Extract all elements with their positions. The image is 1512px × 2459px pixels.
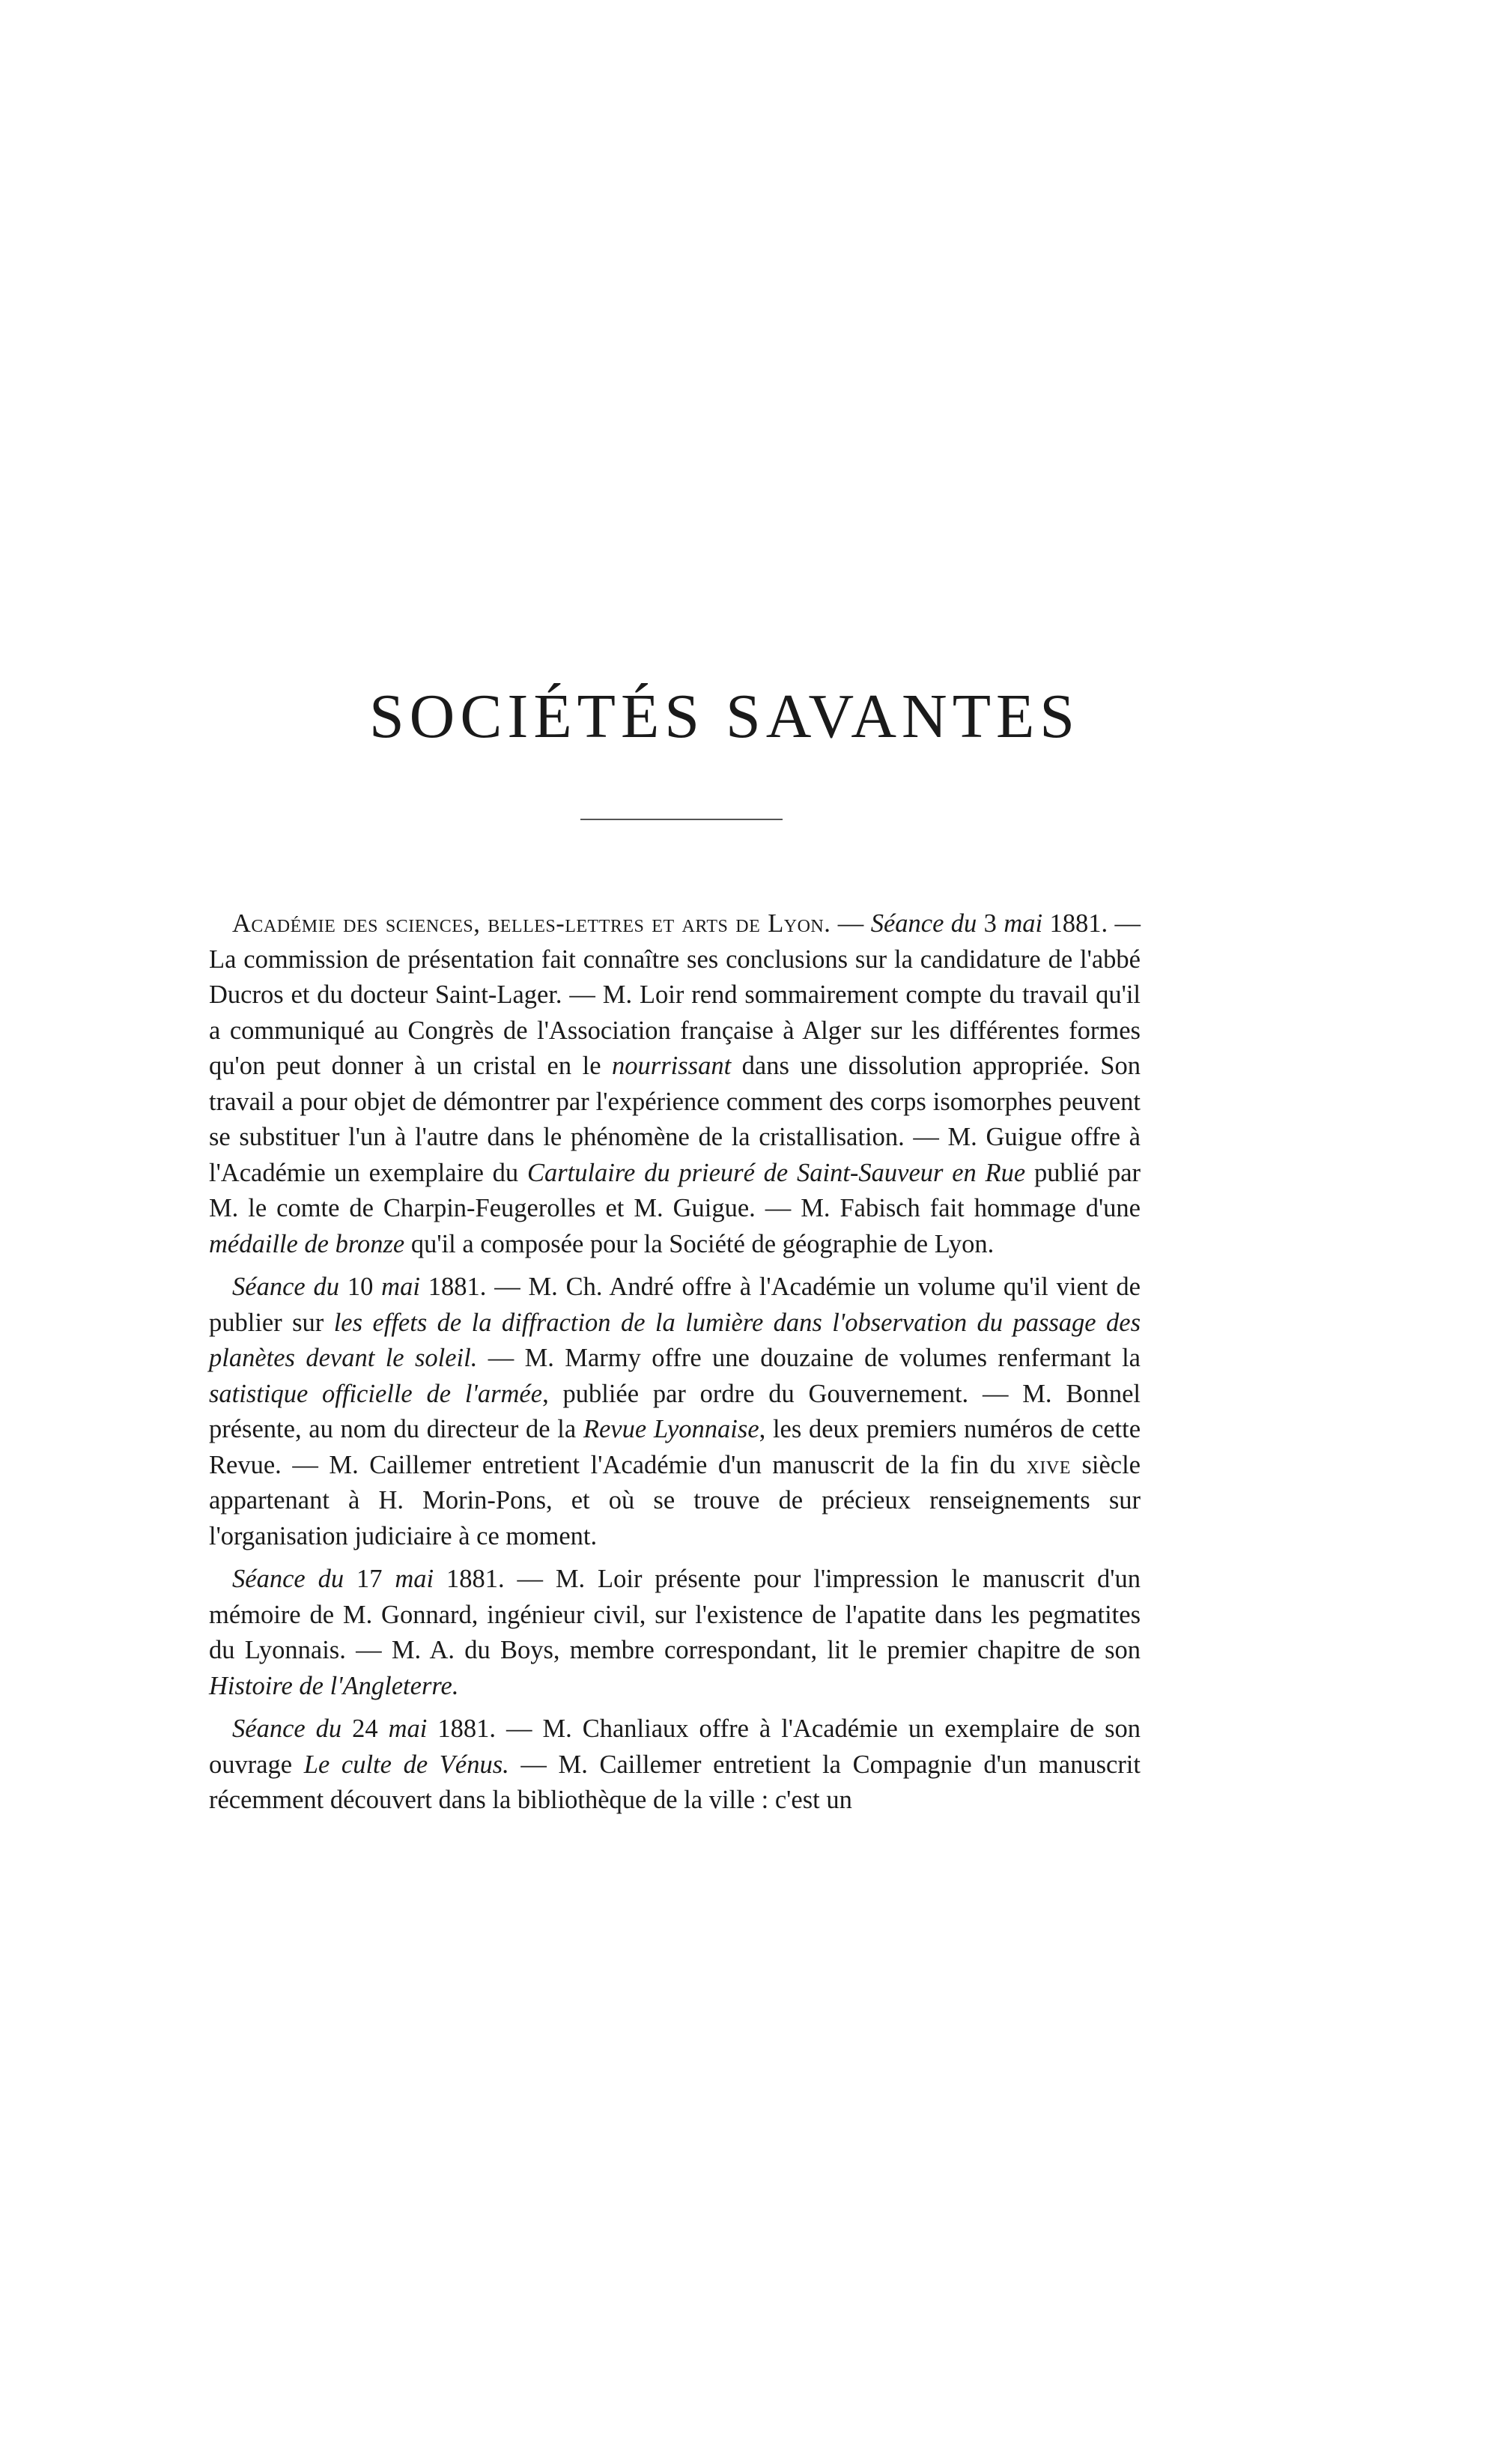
text-run: xive xyxy=(1026,1450,1071,1479)
text-run: Le culte de Vénus. xyxy=(303,1750,509,1779)
text-run: , les deux premiers numéros de cette Revue. — M. Caillemer entretient l'Académie d'un manuscrit de la fin du xyxy=(209,1415,1141,1479)
text-run: Séance du xyxy=(232,1273,340,1301)
text-run: Séance du xyxy=(232,1565,344,1593)
text-run: 3 xyxy=(977,909,1004,938)
text-run: Cartulaire du prieuré de Saint-Sauveur en Rue xyxy=(526,1158,1026,1187)
text-run: dans une dissolution appropriée. Son travail a pour objet de démontrer par l'expérience comment des corps isomorphes peuvent se substituer l'un à l'autre dans le phénomène de la cristallisation. — M. Guigue offre à l'Académie un exemplaire du xyxy=(209,1052,1141,1187)
text-run: Histoire de l'Angleterre. xyxy=(209,1671,459,1700)
paragraph-seance-10-mai xyxy=(209,1270,1141,1554)
paragraph-seance-3-mai xyxy=(209,906,1141,1262)
paragraph-seance-24-mai xyxy=(209,1711,1141,1819)
text-run: — xyxy=(831,909,871,938)
text-run: 17 xyxy=(344,1565,395,1593)
text-run: les effets de la diffraction de la lumière dans l'observation du passage des planètes devant le soleil. xyxy=(209,1308,1141,1372)
text-run: Académie des sciences, belles-lettres et arts de Lyon. xyxy=(232,909,831,938)
text-run: mai xyxy=(388,1714,428,1743)
text-run: mai xyxy=(395,1565,434,1593)
paragraph-seance-17-mai xyxy=(209,1562,1141,1704)
text-run: — M. Marmy offre une douzaine de volumes renfermant la xyxy=(477,1344,1141,1372)
text-run: nourrissant xyxy=(612,1052,732,1080)
text-run: médaille de bronze xyxy=(209,1229,405,1258)
text-run: 1881. — M. Ch. André offre à l'Académie un volume qu'il vient de publier sur xyxy=(209,1273,1141,1337)
article-body xyxy=(209,906,1141,1826)
text-run: publié par M. le comte de Charpin-Feugerolles et M. Guigue. — M. Fabisch fait hommage d'une xyxy=(209,1158,1141,1222)
text-run: 24 xyxy=(341,1714,389,1743)
text-run: qu'il a composée pour la Société de géographie de Lyon. xyxy=(404,1229,995,1258)
text-run: Séance du xyxy=(232,1714,342,1743)
text-run: mai xyxy=(381,1273,420,1301)
text-run: 10 xyxy=(339,1273,382,1301)
text-run: Revue Lyonnaise xyxy=(583,1415,759,1443)
text-run: 1881. — M. Chanliaux offre à l'Académie un exemplaire de son ouvrage xyxy=(209,1714,1141,1779)
text-run: siècle appartenant à H. Morin-Pons, et où se trouve de précieux renseignements sur l'organisation judiciaire à ce moment. xyxy=(209,1450,1141,1550)
text-run: — M. Caillemer entretient la Compagnie d'un manuscrit récemment découvert dans la bibliothèque de la ville : c'est un xyxy=(209,1750,1141,1814)
text-run: 1881. — La commission de présentation fait connaître ses conclusions sur la candidature de l'abbé Ducros et du docteur Saint-Lager. — M. Loir rend sommairement compte du travail qu'il a communiqué au Congrès de l'Association française à Alger sur les différentes formes qu'on peut donner à un cristal en le xyxy=(209,909,1141,1080)
text-run: mai xyxy=(1004,909,1043,938)
text-run: satistique officielle de l'armée xyxy=(209,1379,543,1408)
text-run: 1881. — M. Loir présente pour l'impression le manuscrit d'un mémoire de M. Gonnard, ingénieur civil, sur l'existence de l'apatite dans les pegmatites du Lyonnais. — M. A. du Boys, membre correspondant, lit le premier chapitre de son xyxy=(209,1565,1141,1664)
text-run: , publiée par ordre du Gouvernement. — M. Bonnel présente, au nom du directeur de la xyxy=(209,1379,1141,1443)
title-divider xyxy=(580,819,783,820)
text-run: Séance du xyxy=(870,909,977,938)
page-title: SOCIÉTÉS SAVANTES xyxy=(368,682,1081,751)
